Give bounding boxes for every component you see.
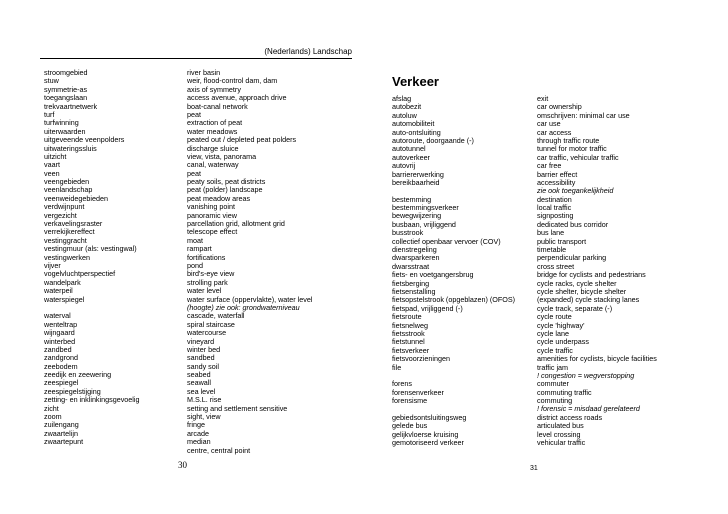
term-en: car use <box>537 120 561 129</box>
term-nl: zeedijk en zeewering <box>44 371 112 380</box>
term-en: commuting <box>537 397 573 406</box>
term-nl <box>44 304 184 312</box>
term-en: rampart <box>187 245 212 254</box>
term-en: (expanded) cycle stacking lanes <box>537 296 640 305</box>
term-nl: gelede bus <box>392 422 428 431</box>
term-en: zie ook toegankelijkheid <box>537 187 614 196</box>
term-nl: bestemmingsverkeer <box>392 204 459 213</box>
term-nl: zicht <box>44 404 59 413</box>
term-en: car free <box>537 162 562 171</box>
term-nl: uitzicht <box>44 152 67 161</box>
term-nl: turfwinning <box>44 119 79 128</box>
term-en: cascade, waterfall <box>187 312 245 321</box>
term-en: pond <box>187 261 203 270</box>
term-nl: vaart <box>44 161 60 170</box>
term-nl: dwarsparkeren <box>392 254 440 263</box>
term-nl: busstrook <box>392 229 424 238</box>
term-nl: zuilengang <box>44 421 79 430</box>
term-en: M.S.L. rise <box>187 396 222 405</box>
traffic-dutch-terms <box>392 95 532 447</box>
term-nl: verrekijkereffect <box>44 228 95 237</box>
term-nl: vestinggracht <box>44 236 87 245</box>
term-nl: busbaan, vrijliggend <box>392 220 456 229</box>
term-nl: collectief openbaar vervoer (COV) <box>392 237 501 246</box>
term-en: dedicated bus corridor <box>537 220 609 229</box>
term-nl: autotunnel <box>392 145 426 154</box>
term-en: boat-canal network <box>187 102 248 111</box>
term-en: car access <box>537 128 572 137</box>
term-en: tunnel for motor traffic <box>537 145 607 154</box>
term-nl: zoom <box>44 413 62 422</box>
term-nl: fietsnelweg <box>392 321 428 330</box>
term-en: car traffic, vehicular traffic <box>537 153 619 162</box>
term-nl <box>392 372 532 380</box>
term-en: perpendicular parking <box>537 254 607 263</box>
term-nl: autoroute, doorgaande (-) <box>392 136 474 145</box>
term-en: cross street <box>537 262 575 271</box>
term-nl: fietsroute <box>392 313 422 322</box>
term-en: river basin <box>187 69 221 77</box>
term-en: accessibility <box>537 178 576 187</box>
term-en: signposting <box>537 212 574 221</box>
term-en: vehicular traffic <box>537 439 586 448</box>
term-en: peat meadow areas <box>187 194 251 203</box>
term-nl: auto-ontsluiting <box>392 128 441 137</box>
term-en: (hoogte) zie ook: grondwaterniveau <box>187 303 300 312</box>
term-nl: autobezit <box>392 103 422 112</box>
term-en: vineyard <box>187 337 215 346</box>
term-en: water meadows <box>187 127 238 136</box>
term-en: cycle shelter, bicycle shelter <box>537 287 627 296</box>
term-nl: barriererwerking <box>392 170 444 179</box>
term-en: through traffic route <box>537 136 600 145</box>
term-nl: fietsvoorzieningen <box>392 355 450 364</box>
term-en: peated out / depleted peat polders <box>187 136 297 145</box>
term-en: view, vista, panorama <box>187 152 257 161</box>
term-en: exit <box>537 95 549 103</box>
term-nl: gemotoriseerd verkeer <box>392 439 464 448</box>
term-nl: stuw <box>44 77 59 86</box>
section-title: Verkeer <box>392 74 439 89</box>
term-en: timetable <box>537 246 567 255</box>
term-nl: turf <box>44 110 55 119</box>
term-nl: forensenverkeer <box>392 388 444 397</box>
term-nl: gelijkvloerse kruising <box>392 430 459 439</box>
page-number-left: 30 <box>178 460 187 470</box>
term-en: seabed <box>187 371 211 380</box>
term-nl: zetting- en inklinkingsgevoelig <box>44 396 140 405</box>
term-en: cycle lane <box>537 329 569 338</box>
term-en: level crossing <box>537 430 581 439</box>
term-en: fringe <box>187 421 205 430</box>
term-nl: bewegwijzering <box>392 212 442 221</box>
term-nl: file <box>392 363 402 372</box>
term-nl: autovrij <box>392 162 416 171</box>
term-en: seawall <box>187 379 211 388</box>
term-en: cycle route <box>537 313 572 322</box>
term-nl: vestingwerken <box>44 253 90 262</box>
term-nl: forensisme <box>392 397 428 406</box>
term-en: sandbed <box>187 354 215 363</box>
term-nl: fietsstrook <box>392 329 425 338</box>
term-nl: gebiedsontsluitingsweg <box>392 413 467 422</box>
landscape-english-terms <box>187 69 357 455</box>
term-en: public transport <box>537 237 587 246</box>
term-en: sea level <box>187 387 216 396</box>
term-nl: afslag <box>392 95 412 103</box>
term-nl: uitgeveende veenpolders <box>44 136 125 145</box>
term-nl: vestingmuur (als: vestingwal) <box>44 245 137 254</box>
term-nl: uitwateringssluis <box>44 144 97 153</box>
term-nl: fietsverkeer <box>392 346 430 355</box>
term-en: district access roads <box>537 413 603 422</box>
term-en: cycle traffic <box>537 346 573 355</box>
term-nl: symmetrie-as <box>44 85 88 94</box>
term-nl: uiterwaarden <box>44 127 86 136</box>
term-en: canal, waterway <box>187 161 239 170</box>
term-en: commuting traffic <box>537 388 592 397</box>
term-nl: veengebieden <box>44 178 90 187</box>
term-en: axis of symmetry <box>187 85 241 94</box>
term-nl: zeespiegelstijging <box>44 387 101 396</box>
term-en: telescope effect <box>187 228 238 237</box>
term-en: peat (polder) landscape <box>187 186 263 195</box>
term-nl: zeebodem <box>44 362 78 371</box>
term-nl: zwaartelijn <box>44 429 78 438</box>
term-en: articulated bus <box>537 422 584 431</box>
term-nl: zwaartepunt <box>44 438 84 447</box>
term-nl: veenweidegebieden <box>44 194 108 203</box>
term-en: cycle 'highway' <box>537 321 585 330</box>
term-nl: fietsopstelstrook (opgeblazen) (OFOS) <box>392 296 516 305</box>
term-nl: autoluw <box>392 111 417 120</box>
term-en: vanishing point <box>187 203 235 212</box>
term-nl: dwarsstraat <box>392 262 430 271</box>
term-en: destination <box>537 195 572 204</box>
term-nl: stroomgebied <box>44 69 88 77</box>
term-en: omschrijven: minimal car use <box>537 111 630 120</box>
term-nl: wandelpark <box>44 278 81 287</box>
term-nl: fietspad, vrijliggend (-) <box>392 304 463 313</box>
term-nl: winterbed <box>44 337 76 346</box>
term-en: bus lane <box>537 229 565 238</box>
term-en: barrier effect <box>537 170 578 179</box>
term-nl: waterpeil <box>44 287 73 296</box>
term-en: cycle track, separate (-) <box>537 304 613 313</box>
term-nl: vogelvluchtperspectief <box>44 270 116 279</box>
term-en: commuter <box>537 380 569 389</box>
term-en: median <box>187 438 211 447</box>
term-en: peat <box>187 169 201 178</box>
term-en: sight, view <box>187 413 221 422</box>
term-nl: automobiliteit <box>392 120 435 129</box>
term-en: fortifications <box>187 253 226 262</box>
term-en: peat <box>187 110 201 119</box>
term-en: extraction of peat <box>187 119 243 128</box>
term-en: ! congestion = wegverstopping <box>537 371 635 380</box>
term-en: traffic jam <box>537 363 569 372</box>
term-nl <box>392 187 532 195</box>
term-en: moat <box>187 236 203 245</box>
term-nl: wijngaard <box>44 329 75 338</box>
term-en: centre, central point <box>187 446 251 455</box>
term-en: setting and settlement sensitive <box>187 404 288 413</box>
term-en: sandy soil <box>187 362 219 371</box>
term-nl: verdwijnpunt <box>44 203 85 212</box>
term-nl: vijver <box>44 261 61 270</box>
term-en: amenities for cyclists, bicycle facilities <box>537 355 657 364</box>
term-en: peaty soils, peat districts <box>187 178 266 187</box>
term-nl: vergezicht <box>44 211 77 220</box>
term-en: discharge sluice <box>187 144 239 153</box>
term-nl: bestemming <box>392 195 432 204</box>
term-en: weir, flood-control dam, dam <box>187 77 278 86</box>
term-nl: waterspiegel <box>44 295 85 304</box>
term-nl: fietsberging <box>392 279 430 288</box>
traffic-english-terms <box>537 95 687 447</box>
term-en: spiral staircase <box>187 320 235 329</box>
term-nl: trekvaartnetwerk <box>44 102 98 111</box>
term-nl: wenteltrap <box>44 320 78 329</box>
term-nl: zeespiegel <box>44 379 79 388</box>
term-nl: toegangslaan <box>44 94 88 103</box>
term-en: panoramic view <box>187 211 237 220</box>
term-nl: zandgrond <box>44 354 78 363</box>
term-nl: bereikbaarheid <box>392 178 440 187</box>
term-en: water surface (oppervlakte), water level <box>187 295 313 304</box>
term-en: local traffic <box>537 204 572 213</box>
term-nl: dienstregeling <box>392 246 437 255</box>
term-en: winter bed <box>187 345 221 354</box>
term-en: bird's-eye view <box>187 270 235 279</box>
term-nl: verkavelingsraster <box>44 220 103 229</box>
term-nl: waterval <box>44 312 71 321</box>
term-nl: autoverkeer <box>392 153 430 162</box>
term-nl: veen <box>44 169 60 178</box>
term-en: cycle underpass <box>537 338 589 347</box>
term-en: watercourse <box>187 329 227 338</box>
term-nl <box>392 405 532 413</box>
term-nl: fiets- en voetgangersbrug <box>392 271 474 280</box>
term-en: car ownership <box>537 103 582 112</box>
term-en: cycle racks, cycle shelter <box>537 279 617 288</box>
term-en: ! forensic = misdaad gerelateerd <box>537 405 640 414</box>
term-en: water level <box>187 287 222 296</box>
term-en: arcade <box>187 429 209 438</box>
landscape-dutch-terms <box>44 69 184 447</box>
page-number-right: 31 <box>530 465 538 472</box>
term-nl: veenlandschap <box>44 186 93 195</box>
term-en: access avenue, approach drive <box>187 94 287 103</box>
term-nl: fietsenstalling <box>392 287 436 296</box>
term-nl: zandbed <box>44 345 72 354</box>
term-nl: forens <box>392 380 412 389</box>
running-header: (Nederlands) Landschap <box>40 46 352 59</box>
term-en: parcellation grid, allotment grid <box>187 220 285 229</box>
term-en: strolling park <box>187 278 228 287</box>
term-en: bridge for cyclists and pedestrians <box>537 271 646 280</box>
term-nl: fietstunnel <box>392 338 425 347</box>
